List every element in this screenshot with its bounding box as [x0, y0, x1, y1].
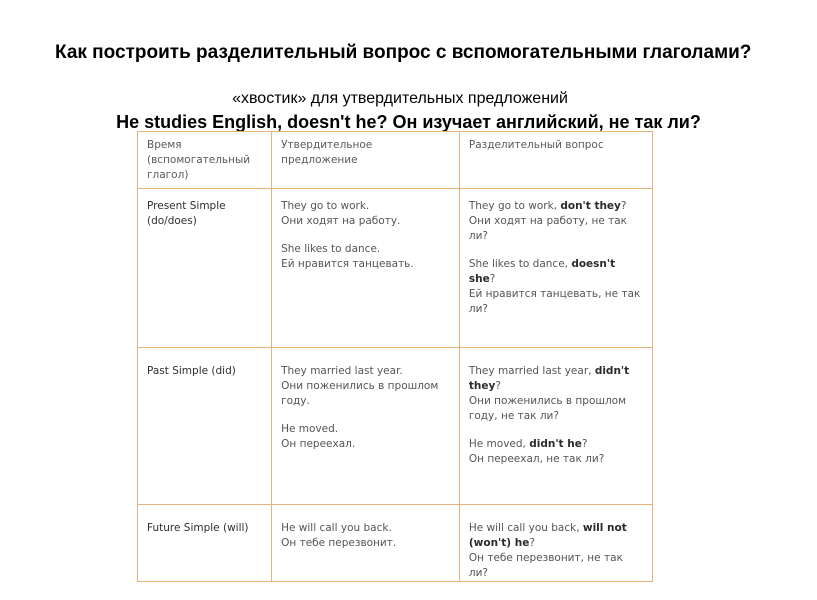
question-ru: Он тебе перезвонит, не так ли? [468, 552, 623, 579]
table-row [138, 348, 653, 505]
question-ru: Они ходят на работу, не так ли? [468, 215, 628, 242]
question-tag: didn't they [468, 365, 630, 392]
example-sentence [0, 110, 817, 132]
affirmative-en: They go to work. [281, 200, 370, 212]
table-row [138, 189, 653, 348]
question-en: She likes to dance, doesn't she? [468, 258, 616, 285]
affirmative-en: They married last year. [281, 365, 403, 377]
tag-question-cell [459, 189, 652, 348]
tag-question-cell [459, 505, 652, 582]
affirmative-ru: Ей нравится танцевать. [281, 258, 414, 270]
header-affirmative: Утвердительное предложение [272, 132, 460, 189]
affirmative-ru: Он тебе перезвонит. [281, 537, 397, 549]
affirmative-ru: Он переехал. [281, 438, 356, 450]
tense-cell: Present Simple (do/does) [138, 189, 272, 348]
affirmative-ru: Они поженились в прошлом году. [281, 380, 439, 407]
question-tag: didn't he [529, 438, 582, 450]
page-title: Как построить разделительный вопрос с вспомогательными глаголами? [55, 42, 752, 63]
tag-question-cell [459, 348, 652, 505]
affirmative-en: She likes to dance. [281, 243, 381, 255]
subtitle: «хвостик» для утвердительных предложений [232, 90, 568, 107]
affirmative-ru: Они ходят на работу. [281, 215, 401, 227]
affirmative-cell [272, 189, 460, 348]
question-en: They married last year, didn't they? [468, 365, 630, 392]
example-english: He studies English, doesn't he? [116, 112, 388, 132]
question-en: They go to work, don't they? [468, 200, 627, 212]
question-tag: doesn't she [468, 258, 616, 285]
header-tense: Время (вспомогательный глагол) [138, 132, 272, 189]
question-tag: don't they [560, 200, 621, 212]
affirmative-cell [272, 348, 460, 505]
header-tag-question: Разделительный вопрос [459, 132, 652, 189]
affirmative-en: He moved. [281, 423, 339, 435]
grammar-table-container [137, 131, 655, 579]
tense-cell: Future Simple (will) [138, 505, 272, 582]
affirmative-cell [272, 505, 460, 582]
table-header-row [138, 132, 653, 189]
question-ru: Они поженились в прошлом году, не так ли? [468, 395, 627, 422]
question-tag: will not (won't) he [468, 522, 627, 549]
table-row [138, 505, 653, 582]
question-en: He will call you back, will not (won't) he? [468, 522, 627, 549]
question-ru: Ей нравится танцевать, не так ли? [468, 288, 641, 315]
grammar-table [137, 131, 653, 582]
question-en: He moved, didn't he? [468, 438, 588, 450]
tense-cell: Past Simple (did) [138, 348, 272, 505]
question-ru: Он переехал, не так ли? [468, 453, 605, 465]
example-russian: Он изучает английский, не так ли? [392, 112, 701, 132]
affirmative-en: He will call you back. [281, 522, 392, 534]
